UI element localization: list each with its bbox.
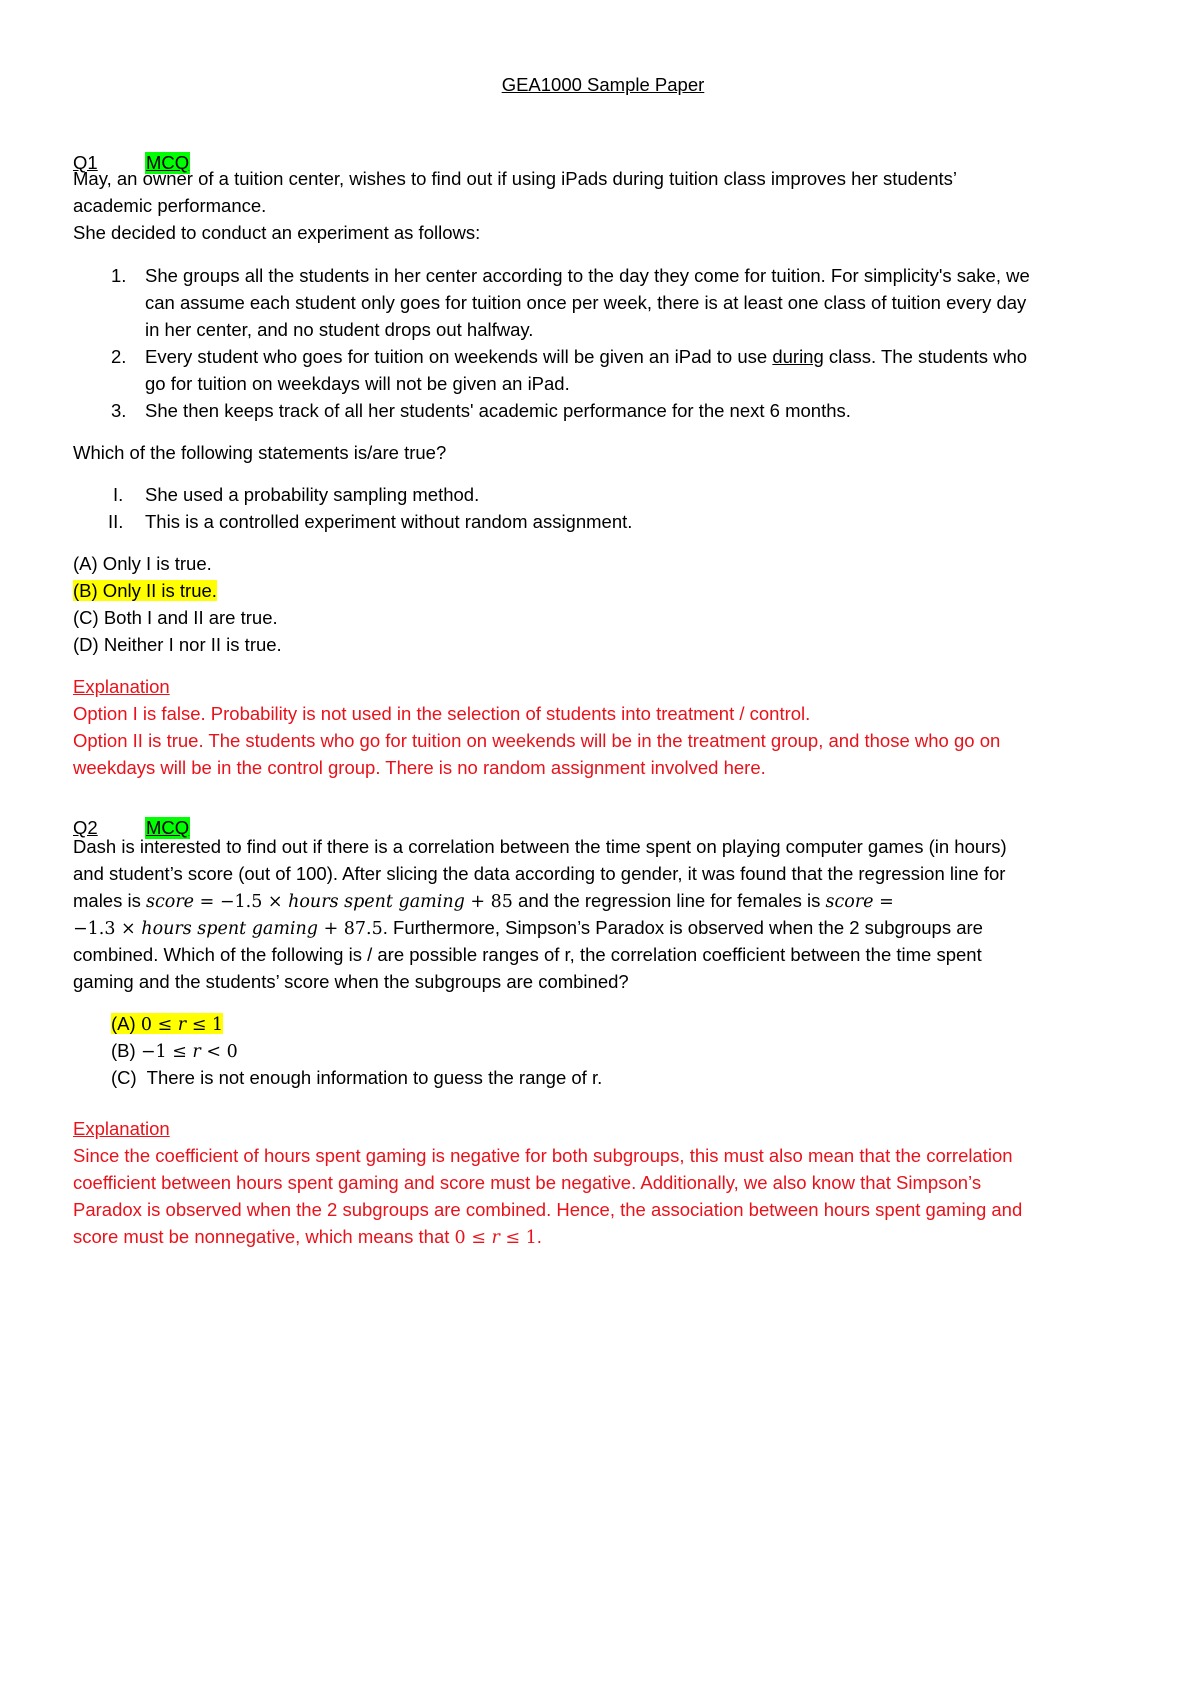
q2-math: hours spent gaming xyxy=(141,919,318,939)
q1-step-text: Every student who goes for tuition on weekends will be given an iPad to use xyxy=(145,346,773,367)
q1-option-a: (A) Only I is true. xyxy=(73,553,212,574)
q2-math: hours spent gaming xyxy=(288,892,465,912)
q2-option-label: (C) xyxy=(111,1067,137,1088)
q1-option-d: (D) Neither I nor II is true. xyxy=(73,634,282,655)
q2-explanation-line: coefficient between hours spent gaming and score must be negative. Additionally, we also know that Simpson’s xyxy=(73,1172,982,1193)
q1-stem-line: May, an owner of a tuition center, wishes to find out if using iPads during tuition class improves her students’ xyxy=(73,168,958,189)
q2-type-tag: MCQ xyxy=(146,817,190,838)
q1-explanation-label: Explanation xyxy=(73,676,170,697)
q1-type-tag: MCQ xyxy=(146,152,190,173)
q2-explanation-line: Since the coefficient of hours spent gaming is negative for both subgroups, this must also mean that the correlation xyxy=(73,1145,1013,1166)
q2-stem-line: combined. Which of the following is / are possible ranges of r, the correlation coefficient between the time spent xyxy=(73,944,982,965)
q2-explanation-line: Paradox is observed when the 2 subgroups are combined. Hence, the association between hours spent gaming and xyxy=(73,1199,1023,1220)
q2-explanation-text: . xyxy=(536,1226,542,1247)
q2-math: ≤ 1 xyxy=(186,1015,224,1035)
q1-stem-line: academic performance. xyxy=(73,195,267,216)
q2-math: ≤ 1 xyxy=(499,1228,537,1248)
q1-option-b xyxy=(73,576,217,605)
q1-step-underlined-word: during xyxy=(772,346,824,367)
q1-statement-number: II. xyxy=(108,511,124,532)
q1-explanation-line: Option II is true. The students who go for tuition on weekends will be in the treatment group, and those who go on xyxy=(73,730,1001,751)
q1-step-line: She groups all the students in her center according to the day they come for tuition. For simplicity's sake, we xyxy=(145,265,1030,286)
q2-explanation-label: Explanation xyxy=(73,1118,170,1139)
q1-question: Which of the following statements is/are true? xyxy=(73,442,447,463)
q1-step-line: She then keeps track of all her students' academic performance for the next 6 months. xyxy=(145,400,851,421)
q2-math: 0 ≤ xyxy=(140,1015,178,1035)
q2-math: = xyxy=(873,892,894,912)
q2-stem-line: gaming and the students’ score when the subgroups are combined? xyxy=(73,971,629,992)
q2-math: r xyxy=(177,1015,187,1035)
q1-step-number: 2. xyxy=(111,346,127,367)
q2-math: score xyxy=(146,892,195,912)
q2-explanation-line xyxy=(73,1222,542,1253)
q2-math: = −1.5 × xyxy=(194,892,289,912)
q1-step-line xyxy=(145,342,1027,371)
q1-step-line: can assume each student only goes for tuition once per week, there is at least one class of tuition every day xyxy=(145,292,1027,313)
q1-number: Q1 xyxy=(73,152,98,173)
q2-option-label: (B) xyxy=(111,1040,136,1061)
q1-explanation-line: Option I is false. Probability is not used in the selection of students into treatment / control. xyxy=(73,703,811,724)
q1-stem-line: She decided to conduct an experiment as follows: xyxy=(73,222,481,243)
q1-step-text: class. The students who xyxy=(823,346,1028,367)
q1-step-line: go for tuition on weekdays will not be given an iPad. xyxy=(145,373,570,394)
q2-option-a-highlight xyxy=(111,1013,223,1034)
q1-option-b-highlight: (B) Only II is true. xyxy=(73,580,217,601)
q2-math: −1 ≤ xyxy=(140,1042,193,1062)
q2-math: r xyxy=(192,1042,201,1062)
q1-statement: This is a controlled experiment without random assignment. xyxy=(145,511,633,532)
q1-explanation-line: weekdays will be in the control group. There is no random assignment involved here. xyxy=(73,757,766,778)
q2-text: males is xyxy=(73,890,146,911)
q2-math: score xyxy=(825,892,874,912)
q2-math: −1.3 × xyxy=(73,919,142,939)
q2-math: < 0 xyxy=(200,1042,238,1062)
q2-math: + 85 xyxy=(464,892,513,912)
q1-step-number: 3. xyxy=(111,400,127,421)
q2-text: and the regression line for females is xyxy=(512,890,826,911)
q1-statement-number: I. xyxy=(113,484,124,505)
q2-text: . Furthermore, Simpson’s Paradox is observed when the 2 subgroups are xyxy=(382,917,983,938)
q2-stem-line: Dash is interested to find out if there is a correlation between the time spent on playing computer games (in hours) xyxy=(73,836,1007,857)
q2-option-c xyxy=(111,1063,602,1092)
q2-stem-line: and student’s score (out of 100). After slicing the data according to gender, it was found that the regression line for xyxy=(73,863,1006,884)
q2-math: 0 ≤ xyxy=(454,1228,492,1248)
q1-step-number: 1. xyxy=(111,265,127,286)
q2-math: + 87.5 xyxy=(318,919,383,939)
page-title: GEA1000 Sample Paper xyxy=(501,74,705,95)
q1-option-c: (C) Both I and II are true. xyxy=(73,607,278,628)
q2-explanation-text: score must be nonnegative, which means that xyxy=(73,1226,455,1247)
q1-step-line: in her center, and no student drops out halfway. xyxy=(145,319,534,340)
q2-number: Q2 xyxy=(73,817,98,838)
q2-math: r xyxy=(491,1228,500,1248)
q2-option-text: There is not enough information to guess the range of r. xyxy=(146,1067,603,1088)
q1-statement: She used a probability sampling method. xyxy=(145,484,480,505)
q2-option-label: (A) xyxy=(111,1013,136,1034)
